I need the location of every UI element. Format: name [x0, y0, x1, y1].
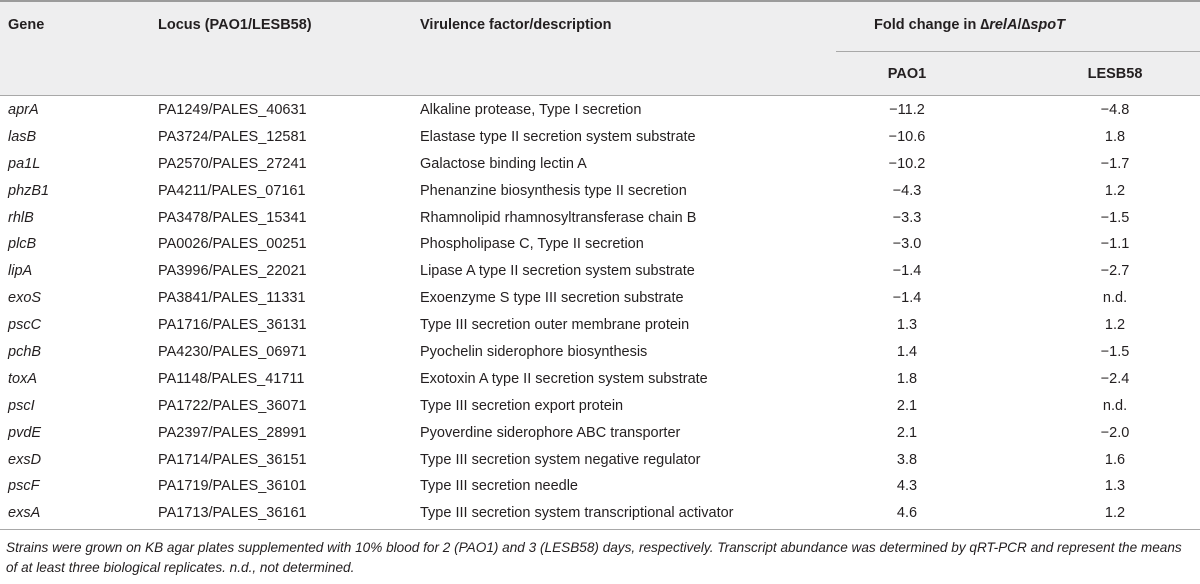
gene-cell: pscI: [8, 397, 35, 414]
table-row: [0, 232, 1200, 259]
description-cell: Exoenzyme S type III secretion substrate: [420, 290, 684, 307]
table-row: [0, 448, 1200, 475]
description-cell: Type III secretion system negative regulator: [420, 451, 701, 468]
lesb58-value: 1.8: [1104, 128, 1126, 145]
pao1-value: 2.1: [896, 397, 918, 414]
fold-change-subrule: [836, 51, 1200, 52]
col-header-locus: Locus (PAO1/LESB58): [158, 17, 312, 33]
lesb58-value: −2.0: [1100, 424, 1130, 441]
lesb58-value: 1.6: [1104, 451, 1126, 468]
table-row: [0, 259, 1200, 286]
gene-cell: pscC: [8, 317, 42, 334]
locus-cell: PA2570/PALES_27241: [158, 155, 307, 172]
fold-delta-1: ∆: [980, 17, 990, 33]
pao1-value: −4.3: [892, 182, 922, 199]
gene-cell: phzB1: [8, 182, 50, 199]
fold-delta-2: ∆: [1021, 17, 1031, 33]
table-footnote: Strains were grown on KB agar plates supplemented with 10% blood for 2 (PAO1) and 3 (LESB58) days, respectively. Transcript abundance was determined by qRT-PCR and represent the means of at least three biological replicates. n.d., not determined.: [6, 540, 1182, 575]
fold-slash: /: [1017, 17, 1022, 33]
table-row: [0, 421, 1200, 448]
locus-cell: PA3478/PALES_15341: [158, 209, 307, 226]
lesb58-value: −2.4: [1100, 370, 1130, 387]
description-cell: Pyoverdine siderophore ABC transporter: [420, 424, 681, 441]
gene-cell: rhlB: [8, 209, 34, 226]
gene-cell: exsD: [8, 451, 42, 468]
table-row: [0, 206, 1200, 233]
gene-cell: pa1L: [8, 155, 41, 172]
pao1-value: −10.2: [888, 155, 926, 172]
table-row: [0, 501, 1200, 528]
gene-cell: lipA: [8, 263, 33, 280]
locus-cell: PA1716/PALES_36131: [158, 317, 307, 334]
table-row: [0, 152, 1200, 179]
locus-cell: PA1722/PALES_36071: [158, 397, 307, 414]
description-cell: Galactose binding lectin A: [420, 155, 587, 172]
lesb58-value: −2.7: [1100, 263, 1130, 280]
pao1-value: −3.0: [892, 236, 922, 253]
locus-cell: PA4230/PALES_06971: [158, 344, 307, 361]
locus-cell: PA1714/PALES_36151: [158, 451, 307, 468]
locus-cell: PA0026/PALES_00251: [158, 236, 307, 253]
pao1-value: 3.8: [896, 451, 918, 468]
description-cell: Type III secretion outer membrane protein: [420, 317, 690, 334]
gene-cell: pvdE: [8, 424, 42, 441]
gene-cell: exoS: [8, 290, 42, 307]
fold-gene-spot: spoT: [1030, 17, 1065, 33]
description-cell: Rhamnolipid rhamnosyltransferase chain B: [420, 209, 697, 226]
locus-cell: PA1713/PALES_36161: [158, 505, 307, 522]
description-cell: Pyochelin siderophore biosynthesis: [420, 344, 648, 361]
col-header-pao1: PAO1: [887, 66, 927, 82]
lesb58-value: −1.1: [1100, 236, 1130, 253]
table-row: [0, 313, 1200, 340]
table-row: [0, 474, 1200, 501]
table-body: [0, 98, 1200, 528]
fold-gene-rela: relA: [989, 17, 1018, 33]
table-row: [0, 394, 1200, 421]
description-cell: Phospholipase C, Type II secretion: [420, 236, 644, 253]
table-row: [0, 286, 1200, 313]
lesb58-value: −1.5: [1100, 209, 1130, 226]
pao1-value: −10.6: [888, 128, 926, 145]
pao1-value: 1.4: [896, 344, 918, 361]
description-cell: Lipase A type II secretion system substrate: [420, 263, 695, 280]
description-cell: Alkaline protease, Type I secretion: [420, 102, 642, 118]
top-rule: [0, 0, 1200, 2]
col-header-fold-change: [874, 17, 1065, 33]
locus-cell: PA1249/PALES_40631: [158, 102, 307, 118]
lesb58-value: −1.5: [1100, 344, 1130, 361]
table-row: [0, 367, 1200, 394]
table-row: [0, 98, 1200, 125]
col-header-description: Virulence factor/description: [420, 17, 612, 33]
pao1-value: 4.6: [896, 505, 918, 522]
locus-cell: PA2397/PALES_28991: [158, 424, 307, 441]
gene-cell: aprA: [8, 102, 39, 118]
pao1-value: 2.1: [896, 424, 918, 441]
pao1-value: 1.8: [896, 370, 918, 387]
gene-cell: pchB: [8, 344, 42, 361]
locus-cell: PA3841/PALES_11331: [158, 290, 306, 307]
lesb58-value: −1.7: [1100, 155, 1130, 172]
lesb58-value: −4.8: [1100, 102, 1130, 118]
bottom-rule: [0, 529, 1200, 530]
description-cell: Phenanzine biosynthesis type II secretion: [420, 182, 687, 199]
gene-cell: exsA: [8, 505, 41, 522]
header-band: [0, 0, 1200, 95]
pao1-value: −1.4: [892, 263, 922, 280]
gene-cell: lasB: [8, 128, 37, 145]
lesb58-value: 1.2: [1104, 317, 1126, 334]
pao1-value: 1.3: [896, 317, 918, 334]
gene-cell: plcB: [8, 236, 37, 253]
lesb58-value: n.d.: [1102, 397, 1128, 414]
locus-cell: PA3724/PALES_12581: [158, 128, 307, 145]
col-header-lesb58: LESB58: [1087, 66, 1143, 82]
description-cell: Type III secretion export protein: [420, 397, 624, 414]
gene-cell: pscF: [8, 478, 40, 495]
locus-cell: PA3996/PALES_22021: [158, 263, 307, 280]
pao1-value: −11.2: [889, 102, 925, 118]
locus-cell: PA4211/PALES_07161: [158, 182, 306, 199]
table-row: [0, 340, 1200, 367]
locus-cell: PA1148/PALES_41711: [158, 370, 305, 387]
lesb58-value: 1.2: [1104, 182, 1126, 199]
table-row: [0, 125, 1200, 152]
col-header-gene: Gene: [8, 17, 45, 33]
pao1-value: −1.4: [892, 290, 922, 307]
fold-prefix: Fold change in: [874, 17, 981, 33]
lesb58-value: 1.3: [1104, 478, 1126, 495]
lesb58-value: n.d.: [1102, 290, 1128, 307]
description-cell: Elastase type II secretion system substrate: [420, 128, 696, 145]
pao1-value: 4.3: [896, 478, 918, 495]
header-rule: [0, 95, 1200, 96]
lesb58-value: 1.2: [1104, 505, 1126, 522]
table-row: [0, 179, 1200, 206]
description-cell: Type III secretion needle: [420, 478, 578, 495]
description-cell: Exotoxin A type II secretion system substrate: [420, 370, 708, 387]
gene-cell: toxA: [8, 370, 38, 387]
locus-cell: PA1719/PALES_36101: [158, 478, 307, 495]
pao1-value: −3.3: [892, 209, 922, 226]
description-cell: Type III secretion system transcriptional activator: [420, 505, 734, 522]
